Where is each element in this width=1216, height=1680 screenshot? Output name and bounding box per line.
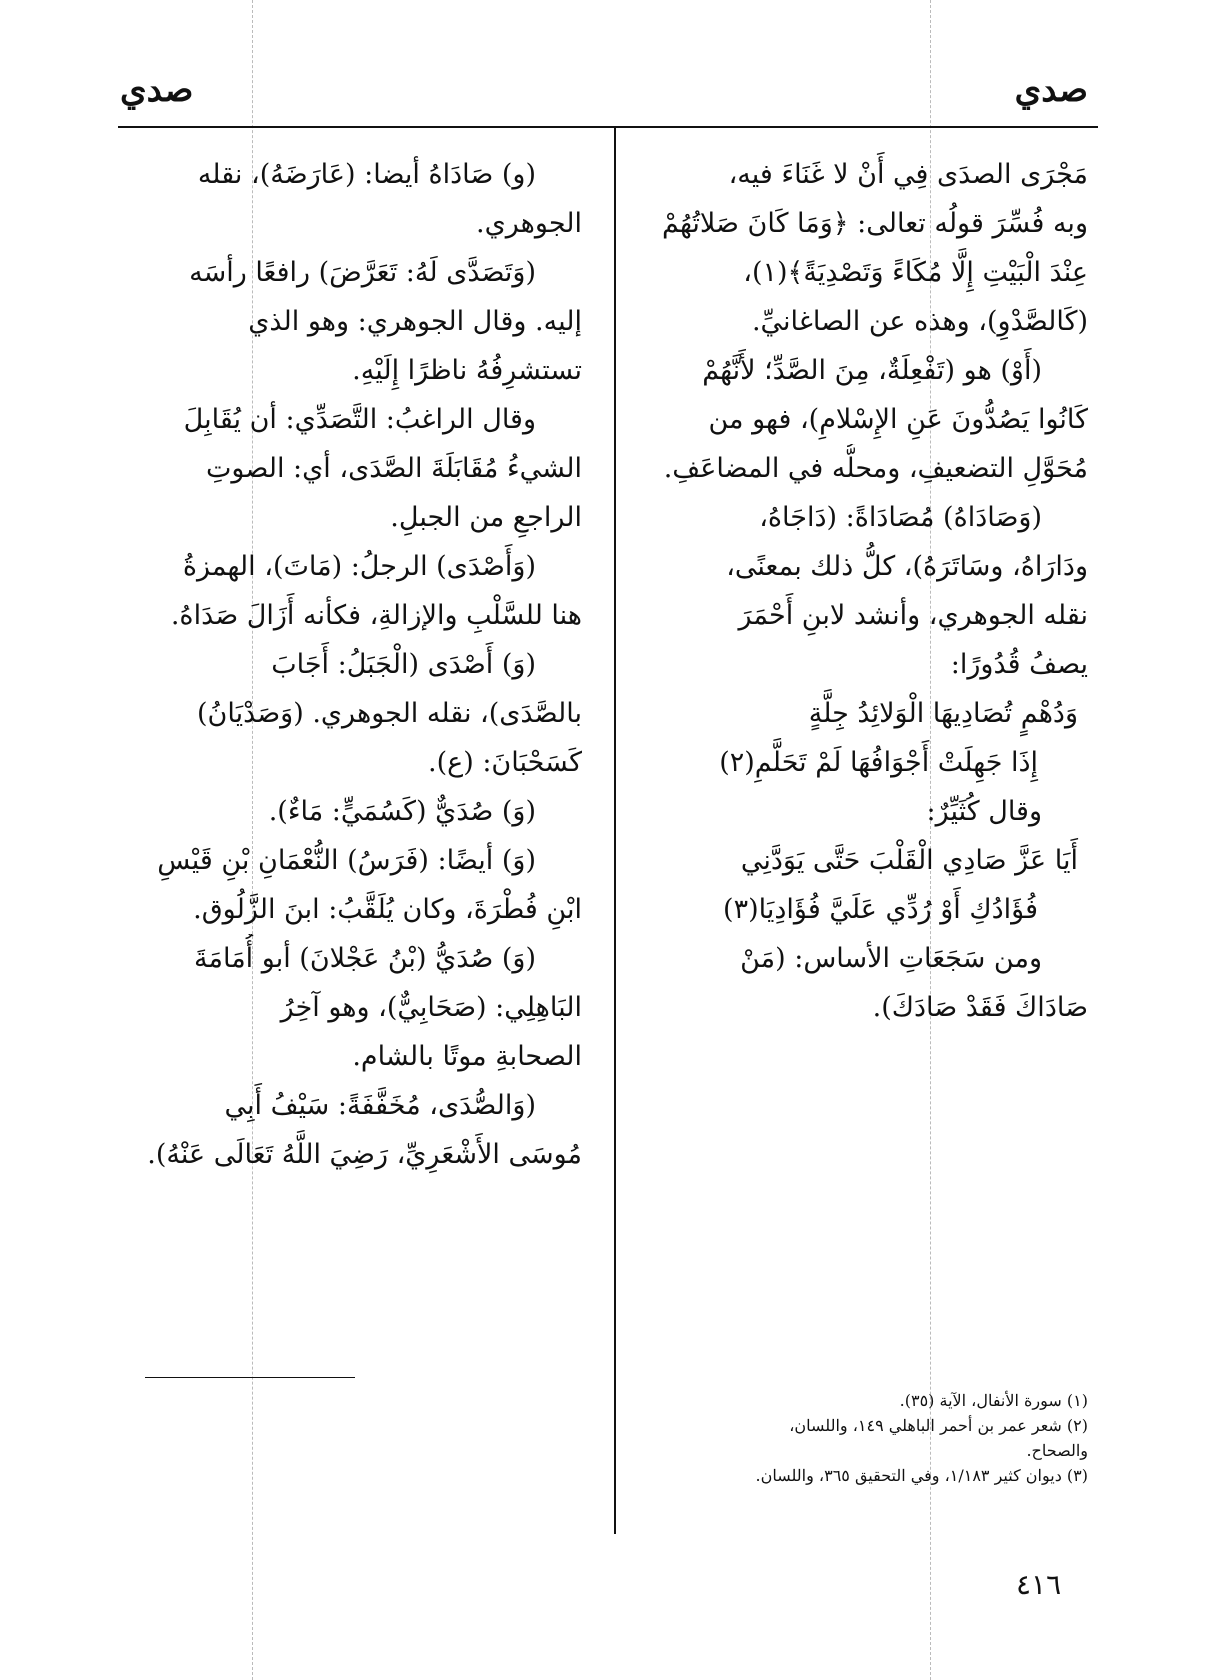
footnotes [633,1388,1088,1488]
text-line: الجوهري. [476,208,582,239]
text-line: (وَالصُّدَى، مُخَفَّفَةً: سَيْفُ أَبِي [224,1090,536,1121]
footnote: (١) سورة الأنفال، الآية (٣٥). [899,1391,1088,1410]
text-line: يصفُ قُدُورًا: [950,649,1088,680]
text-line: (أَوْ) هو (تَفْعِلَةٌ، مِنَ الصَّدِّ؛ لأَنَّهُمْ [702,355,1042,386]
text-line: (وَصَادَاهُ) مُصَادَاةً: (دَاجَاهُ، [759,502,1042,533]
verse-line: فُؤَادُكِ أَوْ رُدِّي عَلَيَّ فُؤَادِيَا(٣) [723,894,1038,925]
text-line: عِنْدَ الْبَيْتِ إِلَّا مُكَاءً وَتَصْدِيَةً﴾(١)، [743,257,1088,288]
text-line: صَادَاكَ فَقَدْ صَادَكَ). [872,992,1088,1023]
footnote: (٣) ديوان كثير ١/١٨٣، وفي التحقيق ٣٦٥، واللسان. [755,1466,1088,1485]
column-divider [614,126,616,1534]
text-line: هنا للسَّلْبِ والإزالةِ، فكأنه أَزَالَ صَدَاهُ. [170,600,582,631]
footnote: والصحاح. [1026,1441,1088,1460]
text-line: مُحَوَّلِ التضعيفِ، ومحلُّه في المضاعَفِ. [663,453,1088,484]
verse-line: إِذَا جَهِلَتْ أَجْوَافُهَا لَمْ تَحَلَّمِ(٢) [719,747,1038,778]
text-line: الشيءُ مُقَابَلَةَ الصَّدَى، أي: الصوتِ [205,453,582,484]
text-line: الراجعِ من الجبلِ. [390,502,582,533]
text-line: ابْنِ فُطْرَةَ، وكان يُلَقَّبُ: ابنَ الزَّلُوق. [193,894,582,925]
text-line: البَاهِلِي: (صَحَابِيٌّ)، وهو آخِرُ [280,992,582,1023]
text-line: وقال كُثَيِّرٌ: [926,796,1042,827]
text-line: كَانُوا يَصُدُّونَ عَنِ الإِسْلامِ)، فهو من [708,404,1088,435]
text-line: إليه. وقال الجوهري: وهو الذي [248,306,582,337]
running-head-left: صدي [120,70,194,110]
text-line: كَسَحْبَانَ: (ع). [427,747,582,778]
text-line: (وَ) صُدَيٌّ (كَسُمَيٍّ: مَاءٌ). [268,796,536,827]
running-head-right: صدي [1014,70,1088,110]
verse-line: أَيَا عَزَّ صَادِي الْقَلْبَ حَتَّى يَوَدَّنِي [740,845,1078,876]
text-line: مَجْرَى الصدَى فِي أَنْ لا غَنَاءَ فيه، [728,159,1088,190]
text-line: (وَ) أَصْدَى (الْجَبَلُ: أَجَابَ [271,649,536,680]
text-line: (وَأَصْدَى) الرجلُ: (مَاتَ)، الهمزةُ [182,551,536,582]
text-line: بالصَّدَى)، نقله الجوهري. (وَصَدْيَانُ) [196,698,582,729]
left-column [127,150,582,1179]
text-line: نقله الجوهري، وأنشد لابنِ أَحْمَرَ [738,600,1088,631]
text-line: (وَ) صُدَيُّ (بْنُ عَجْلانَ) أبو أُمَامَةَ [194,943,536,974]
footnote-rule [145,1377,355,1378]
text-line: وبه فُسِّرَ قولُه تعالى: ﴿وَمَا كَانَ صَلاتُهُمْ [662,208,1088,239]
page-number: ٤١٦ [1016,1568,1062,1601]
text-line: الصحابةِ موتًا بالشام. [352,1041,582,1072]
text-line: (و) صَادَاهُ أيضا: (عَارَضَهُ)، نقله [197,159,536,190]
footnote: (٢) شعر عمر بن أحمر الباهلي ١٤٩، واللسان، [789,1416,1088,1435]
verse-line: وَدُهْمٍ تُصَادِيهَا الْوَلائِدُ جِلَّةٍ [808,698,1078,729]
text-line: (وَ) أيضًا: (فَرَسُ) النُّعْمَانِ بْنِ قَيْسِ [157,845,536,876]
right-column [633,150,1088,1032]
text-line: ومن سَجَعَاتِ الأساس: (مَنْ [740,943,1042,974]
text-line: تستشرِفُهُ ناظرًا إِلَيْهِ. [352,355,582,386]
text-line: مُوسَى الأَشْعَرِيِّ، رَضِيَ اللَّهُ تَعَالَى عَنْهُ). [147,1139,582,1170]
text-line: وقال الراغبُ: التَّصَدِّي: أن يُقَابِلَ [183,404,536,435]
text-line: ودَارَاهُ، وسَاتَرَهُ)، كلُّ ذلك بمعنًى، [726,551,1088,582]
header-rule [118,126,1098,128]
text-line: (وَتَصَدَّى لَهُ: تَعَرَّضَ) رافعًا رأسَه [189,257,536,288]
text-line: (كَالصَّدْوِ)، وهذه عن الصاغانيِّ. [751,306,1088,337]
